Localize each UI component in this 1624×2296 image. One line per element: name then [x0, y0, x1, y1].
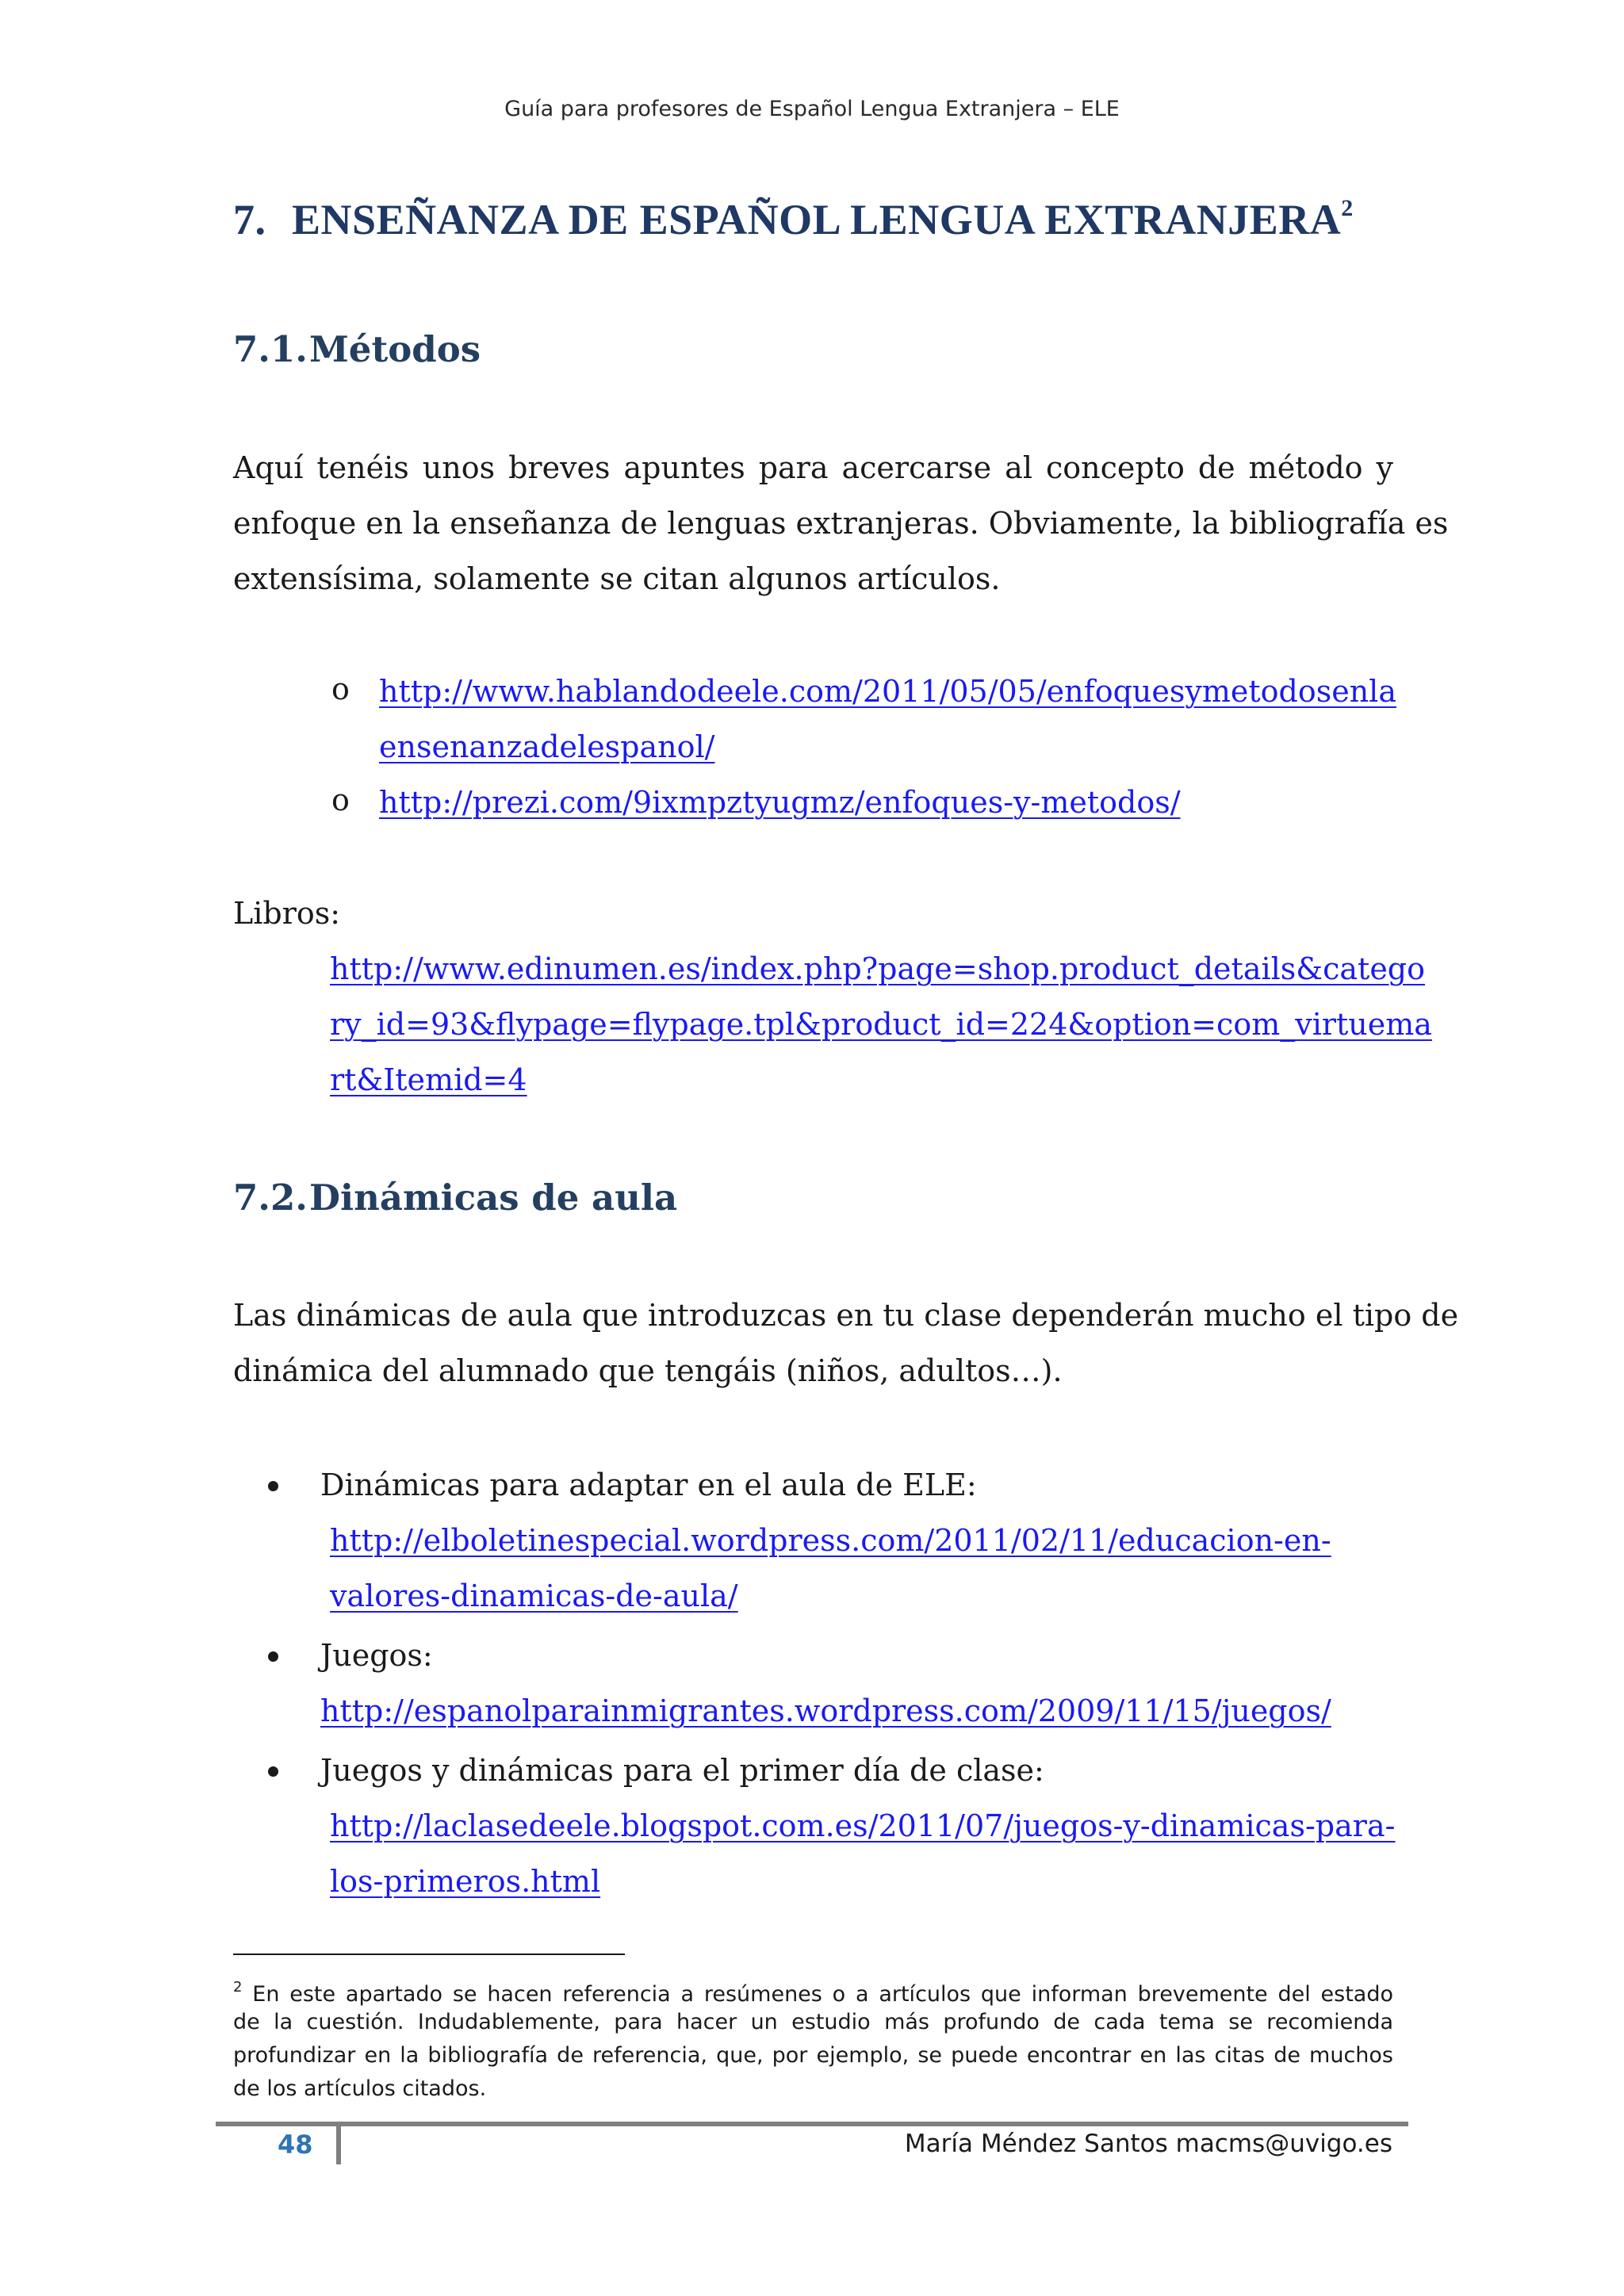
section-title: Métodos — [309, 328, 481, 370]
link-edinumen[interactable]: http://www.edinumen.es/index.php?page=shop.product_details&catego — [330, 951, 1426, 986]
books-link-line — [330, 941, 1426, 997]
link-laclasedeele[interactable]: http://laclasedeele.blogspot.com.es/2011/07/juegos-y-dinamicas-para- — [330, 1808, 1396, 1843]
books-link-line — [330, 1052, 1392, 1108]
list-item — [379, 775, 1410, 830]
footnote-line: de los artículos citados. — [233, 2076, 487, 2101]
list-marker: o — [331, 783, 350, 817]
running-header: Guía para profesores de Español Lengua Extranjera – ELE — [504, 97, 1120, 121]
chapter-number: 7. — [233, 196, 266, 243]
footnote-marker: 2 — [233, 1979, 243, 1996]
link-hablandodeele[interactable]: http://www.hablandodeele.com/2011/05/05/enfoquesymetodosenla — [379, 674, 1396, 709]
footnote-line: $^2$ En este apartado se hacen referencia a resúmenes o a artículos que informan brevemente del estado — [233, 1979, 1393, 2007]
paragraph-line: Las dinámicas de aula que introduzcas en tu clase dependerán mucho el tipo de — [233, 1298, 1459, 1333]
footer-author: María Méndez Santos macms@uvigo.es — [904, 2130, 1392, 2158]
section-number: 7.1. — [233, 328, 308, 370]
footnote-ref[interactable]: 2 — [1341, 195, 1354, 221]
footer-rule — [216, 2122, 1408, 2126]
paragraph-line: Aquí tenéis unos breves apuntes para acercarse al concepto de método y — [233, 450, 1393, 485]
footnote-line: de la cuestión. Indudablemente, para hacer un estudio más profundo de cada tema se recomienda — [233, 2010, 1393, 2034]
link-edinumen-cont[interactable]: ry_id=93&flypage=flypage.tpl&product_id=224&option=com_virtuema — [330, 1007, 1432, 1042]
books-label: Libros: — [233, 896, 341, 931]
footnote-line: profundizar en la bibliografía de referencia, que, por ejemplo, se puede encontrar en las citas de muchos — [233, 2043, 1393, 2068]
page-number: 48 — [278, 2130, 313, 2160]
section-number: 7.2. — [233, 1177, 308, 1219]
bullet-link-line — [320, 1683, 1399, 1739]
bullet-link-line — [330, 1798, 1396, 1854]
link-elboletinespecial[interactable]: http://elboletinespecial.wordpress.com/2011/02/11/educacion-en- — [330, 1523, 1331, 1558]
link-hablandodeele-cont[interactable]: ensenanzadelespanol/ — [379, 729, 715, 764]
link-espanolparainmigrantes[interactable]: http://espanolparainmigrantes.wordpress.com/2009/11/15/juegos/ — [320, 1693, 1331, 1728]
link-edinumen-end[interactable]: rt&Itemid=4 — [330, 1062, 527, 1097]
paragraph-line: enfoque en la enseñanza de lenguas extranjeras. Obviamente, la bibliografía es — [233, 506, 1449, 541]
bullet-label: Juegos y dinámicas para el primer día de clase: — [320, 1753, 1044, 1788]
bullet-label: Juegos: — [320, 1638, 433, 1673]
list-item — [379, 664, 1410, 719]
bullet-link-line — [330, 1854, 1392, 1909]
section-heading-dinamicas — [233, 1177, 1502, 1219]
section-title: Dinámicas de aula — [309, 1177, 678, 1219]
books-link-line — [330, 997, 1432, 1052]
bullet-link-line — [330, 1513, 1392, 1568]
bullet-icon — [268, 1651, 278, 1662]
link-prezi[interactable]: http://prezi.com/9ixmpztyugmz/enfoques-y-metodos/ — [379, 785, 1181, 820]
list-marker: o — [331, 672, 350, 706]
bullet-icon — [268, 1766, 278, 1777]
section-heading-metodos — [233, 328, 1502, 370]
chapter-title: ENSEÑANZA DE ESPAÑOL LENGUA EXTRANJERA — [292, 196, 1342, 243]
paragraph-line: extensísima, solamente se citan algunos artículos. — [233, 561, 1001, 596]
chapter-heading — [233, 195, 1502, 244]
link-laclasedeele-cont[interactable]: los-primeros.html — [330, 1864, 601, 1899]
list-item — [379, 719, 1410, 775]
bullet-link-line — [330, 1568, 1392, 1624]
paragraph-line: dinámica del alumnado que tengáis (niños, adultos…). — [233, 1353, 1063, 1388]
bullet-label: Dinámicas para adaptar en el aula de ELE: — [320, 1468, 977, 1502]
bullet-icon — [268, 1481, 278, 1491]
footnote-separator — [233, 1954, 625, 1955]
link-elboletinespecial-cont[interactable]: valores-dinamicas-de-aula/ — [330, 1578, 738, 1613]
